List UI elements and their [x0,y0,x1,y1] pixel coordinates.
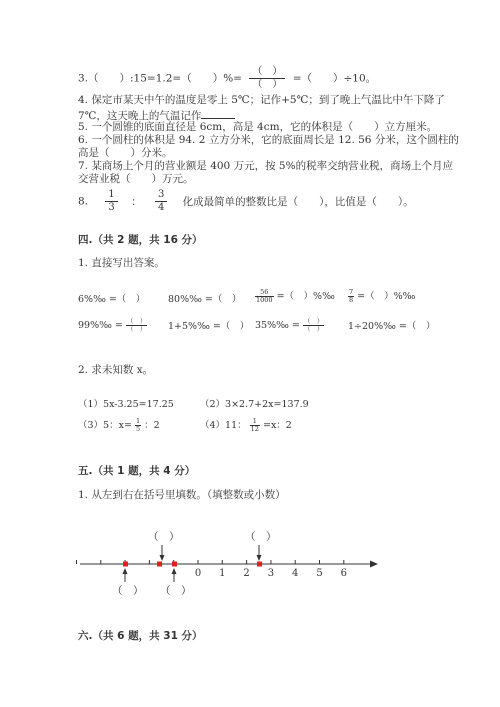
q3-tail: =（ ）÷10。 [292,72,377,85]
q4-line2-text: 7℃，这天晚上的气温记作 [78,110,202,122]
calc-r1c3-tail: =（ ）%‰ [276,291,335,302]
tick-label: 1 [219,568,226,579]
calc-r1c2: 80%‰ =（ ） [168,294,242,305]
calc-r1c4 [348,289,415,304]
tick-label: 5 [316,568,323,579]
calc-r1c3-frac [255,289,274,304]
calc-r2c3-frac [303,318,325,333]
arrow-up-2-head [172,568,177,574]
equation-4-head: （4）11： [200,420,247,431]
q4-line1: 4. 保定市某天中午的温度是零上 5℃；记作+5℃；到了晚上气温比中午下降了 [78,94,445,106]
calc-r2c1 [78,318,147,333]
tick-label: 0 [194,568,202,579]
section4-q1-label: 1. 直接写出答案。 [78,257,165,269]
marker-4 [257,562,262,567]
calc-r1c3 [255,289,335,304]
paren-top-1[interactable]: （ ） [148,531,180,543]
q8-f1-num: 1 [105,189,117,202]
calc-r1c1: 6%‰ =（ ） [78,294,146,305]
equation-4-num: 1 [250,418,260,426]
section4-title: 四.（共 2 题，共 16 分） [78,234,203,246]
calc-r2c4: 1÷20%‰ =（ ） [348,321,436,332]
equation-4-den: 12 [250,425,259,433]
calc-r2c1-den: （ ） [126,325,147,333]
q5-line1: 5. 一个圆锥的底面直径是 6cm，高是 4cm，它的体积是（ ）立方厘米。 [78,121,438,133]
q8-fraction-2 [155,189,167,214]
q8-line [78,189,414,214]
equation-2: （2）3×2.7+2x=137.9 [200,399,309,410]
marker-3 [172,562,177,567]
section6-title: 六.（共 6 题，共 31 分） [78,630,203,642]
equation-3-tail: ：2 [144,420,160,431]
calc-r2c3 [255,318,324,333]
calc-r1c4-frac [348,289,354,304]
equation-4 [200,418,292,433]
arrow-down-1-head [160,555,165,561]
equation-1: （1）5x-3.25=17.25 [78,399,174,410]
equation-3-frac [135,418,141,433]
arrow-down-2-head [257,555,262,561]
equation-3-head: （3）5：x= [78,420,132,431]
q3-label: 3.（ ）:15=1.2=（ ）%= [78,72,242,85]
calc-r1c3-num: 56 [255,289,274,297]
equation-3-num: 1 [135,417,141,425]
equation-4-tail: =x：2 [262,420,292,431]
calc-r2c1-head: 99%‰ = [78,320,123,331]
q8-label: 8. [78,195,89,208]
tick-label: 2 [243,568,250,579]
paren-top-2[interactable]: （ ） [245,531,277,543]
tick-label: 3 [267,568,275,579]
tick-label: 6 [340,568,347,579]
marker-1 [123,562,128,567]
calc-r1c3-den: 1000 [256,296,273,304]
equation-3 [78,418,160,433]
number-line-ticks [77,560,347,579]
calc-r1c4-tail: =（ ）%‰ [357,291,416,302]
calc-r2c3-den: （ ） [303,325,324,333]
q8-f1-den: 3 [108,202,115,213]
q8-colon: ： [131,195,142,208]
calc-r1c4-den: 8 [349,296,354,304]
section5-title: 五.（共 1 题，共 4 分） [78,465,196,477]
q8-fraction-1 [105,189,117,214]
calc-r1c4-num: 7 [349,288,354,296]
number-line-arrowhead [370,561,378,568]
q3-frac-den: （ ） [252,79,283,90]
calc-r2c2: 1+5%‰ =（ ） [168,321,250,332]
q8-f2-num: 3 [155,189,167,202]
q4-answer-blank[interactable] [201,108,235,119]
q7-line2: 交营业税（ ）万元。 [78,173,194,185]
q8-f2-den: 4 [157,202,165,213]
q7-line1: 7. 某商场上个月的营业额是 400 万元，按 5%的税率交纳营业税，商场上个月应 [78,160,454,172]
marker-2 [157,562,162,567]
q6-line2: 高是（ ）分米。 [78,147,173,159]
calc-r2c1-frac [126,318,148,333]
q3-line [78,66,376,91]
q6-line1: 6. 一个圆柱的体积是 94. 2 立方分米，它的底面周长是 12. 56 分米，这个圆柱的 [78,134,459,146]
equation-3-den: 5 [135,425,141,433]
calc-r2c3-head: 35%‰ = [255,320,300,331]
arrow-up-1-head [123,568,128,574]
calc-r2c3-num: （ ） [303,317,324,325]
q3-frac-num: （ ） [249,66,285,79]
section5-q1-label: 1. 从左到右在括号里填数。（填整数或小数） [78,489,286,501]
q8-tail: 化成最简单的整数比是（ ），比值是（ ）。 [182,195,414,208]
tick-label: 4 [292,568,299,579]
calc-r2c1-num: （ ） [126,317,147,325]
equation-4-frac [250,418,260,433]
paren-bottom-1[interactable]: （ ） [112,585,144,597]
q3-fraction [249,66,285,91]
paren-bottom-2[interactable]: （ ） [160,585,192,597]
section4-q2-label: 2. 求未知数 x。 [78,364,154,376]
